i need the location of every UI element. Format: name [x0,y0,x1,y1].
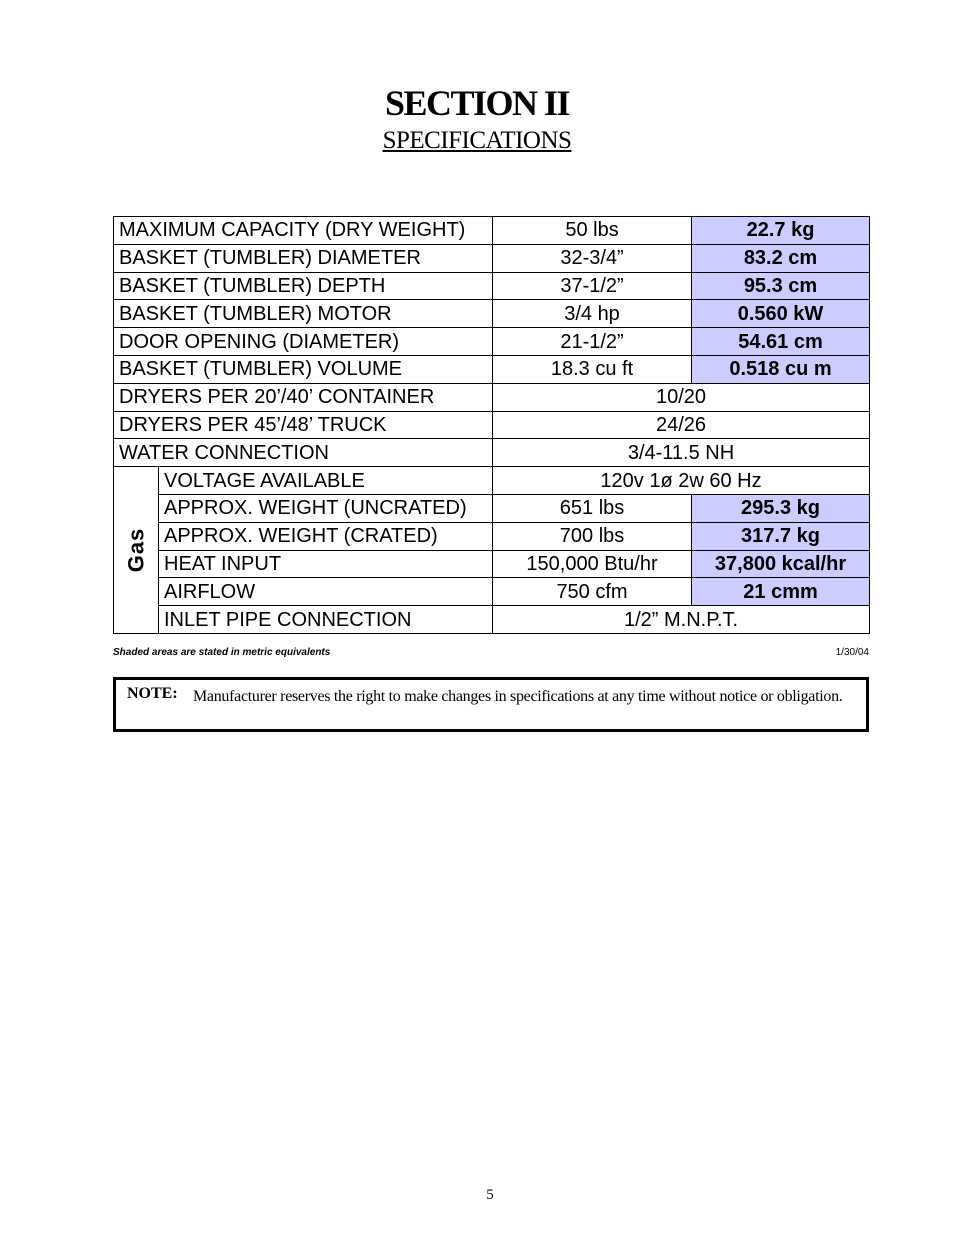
table-row [114,494,870,522]
note-box [113,677,869,732]
table-row [114,606,870,634]
note-text: Manufacturer reserves the right to make changes in specifications at any time without notice or obligation. [193,688,843,705]
section-subtitle: SPECIFICATIONS [382,127,572,154]
table-row [114,272,870,300]
spec-imperial-value: 150,000 Btu/hr [493,550,692,578]
spec-label: BASKET (TUMBLER) DIAMETER [114,244,493,272]
spec-imperial-value: 700 lbs [493,522,692,550]
table-row [114,411,870,439]
spec-imperial-value: 651 lbs [493,494,692,522]
spec-metric-value: 317.7 kg [692,522,870,550]
spec-imperial-value: 3/4 hp [493,300,692,328]
spec-imperial-value: 750 cfm [493,578,692,606]
spec-value: 10/20 [493,383,870,411]
gas-group-label-cell [114,467,159,634]
revision-date: 1/30/04 [835,647,869,658]
spec-label: VOLTAGE AVAILABLE [159,467,493,495]
gas-group-label: Gas [123,527,149,572]
spec-metric-value: 0.518 cu m [692,355,870,383]
spec-label: DRYERS PER 20’/40’ CONTAINER [114,383,493,411]
spec-label: MAXIMUM CAPACITY (DRY WEIGHT) [114,217,493,245]
spec-imperial-value: 18.3 cu ft [493,355,692,383]
spec-label: APPROX. WEIGHT (UNCRATED) [159,494,493,522]
spec-imperial-value: 32-3/4” [493,244,692,272]
spec-metric-value: 295.3 kg [692,494,870,522]
spec-metric-value: 22.7 kg [692,217,870,245]
spec-label: BASKET (TUMBLER) MOTOR [114,300,493,328]
spec-metric-value: 95.3 cm [692,272,870,300]
spec-metric-value: 83.2 cm [692,244,870,272]
page-number: 5 [486,1187,494,1203]
spec-value: 120v 1ø 2w 60 Hz [493,467,870,495]
spec-label: BASKET (TUMBLER) VOLUME [114,355,493,383]
section-title: SECTION II [384,83,570,123]
spec-imperial-value: 50 lbs [493,217,692,245]
spec-label: DOOR OPENING (DIAMETER) [114,328,493,356]
table-row [114,578,870,606]
table-row [114,383,870,411]
table-row [114,439,870,467]
specifications-table [113,216,870,634]
table-row [114,550,870,578]
table-row [114,467,870,495]
spec-value: 3/4-11.5 NH [493,439,870,467]
spec-metric-value: 37,800 kcal/hr [692,550,870,578]
spec-label: AIRFLOW [159,578,493,606]
spec-metric-value: 0.560 kW [692,300,870,328]
spec-value: 1/2” M.N.P.T. [493,606,870,634]
spec-label: BASKET (TUMBLER) DEPTH [114,272,493,300]
spec-label: DRYERS PER 45’/48’ TRUCK [114,411,493,439]
table-row [114,300,870,328]
table-row [114,328,870,356]
metric-footnote: Shaded areas are stated in metric equivalents [113,647,331,658]
table-row [114,355,870,383]
spec-label: HEAT INPUT [159,550,493,578]
spec-label: WATER CONNECTION [114,439,493,467]
table-row [114,244,870,272]
spec-metric-value: 54.61 cm [692,328,870,356]
spec-value: 24/26 [493,411,870,439]
table-row [114,217,870,245]
table-row [114,522,870,550]
spec-label: APPROX. WEIGHT (CRATED) [159,522,493,550]
note-label: NOTE: [127,685,178,702]
spec-label: INLET PIPE CONNECTION [159,606,493,634]
spec-imperial-value: 21-1/2” [493,328,692,356]
spec-metric-value: 21 cmm [692,578,870,606]
spec-imperial-value: 37-1/2” [493,272,692,300]
